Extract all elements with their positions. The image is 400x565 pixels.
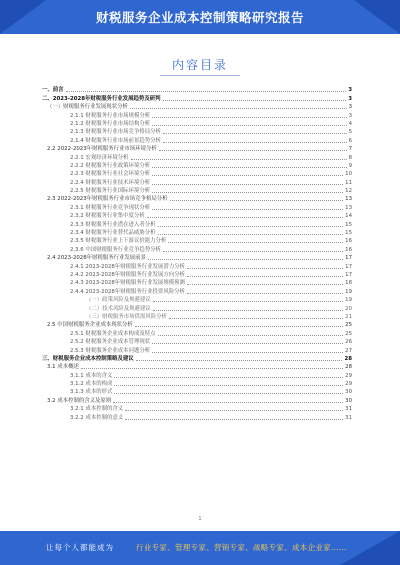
toc-entry[interactable] <box>42 396 352 404</box>
toc-leader-dots <box>130 107 347 109</box>
toc-leader-dots <box>147 216 343 218</box>
toc-leader-dots <box>163 132 347 134</box>
toc-entry[interactable] <box>42 355 352 363</box>
toc-entry[interactable] <box>42 405 352 413</box>
toc-entry-page: 8 <box>348 154 352 161</box>
toc-entry-title: 2.2.5 财税服务行业国际环境分析 <box>70 188 151 195</box>
toc-leader-dots <box>152 174 343 176</box>
toc-entry-page: 19 <box>345 297 352 304</box>
toc-entry[interactable] <box>42 237 352 245</box>
toc-entry[interactable] <box>42 203 352 211</box>
toc-leader-dots <box>163 250 343 252</box>
toc-leader-dots <box>158 233 344 235</box>
toc-leader-dots <box>168 241 343 243</box>
toc-entry-page: 7 <box>348 146 352 153</box>
toc-heading-rule <box>160 75 240 76</box>
toc-entry-title: 2.4.2 2023-2028年财税服务行业发展方向分析 <box>70 271 185 278</box>
toc-entry[interactable] <box>42 413 352 421</box>
toc-entry[interactable] <box>42 128 352 136</box>
toc-entry[interactable] <box>42 329 352 337</box>
toc-leader-dots <box>152 166 346 168</box>
toc-entry-page: 31 <box>345 414 352 421</box>
toc-entry-page: 5 <box>348 129 352 136</box>
toc-entry-title: 2.1.1 财税服务行业市场规模分析 <box>70 112 151 119</box>
toc-entry[interactable] <box>42 187 352 195</box>
toc-entry[interactable] <box>42 170 352 178</box>
toc-entry-page: 18 <box>345 280 352 287</box>
toc-entry[interactable] <box>42 313 352 321</box>
toc-entry-title: 2.2.1 宏观经济环境分析 <box>70 154 129 161</box>
toc-entry-title: （一）政策风险及规避建议 <box>86 297 151 304</box>
toc-entry-page: 9 <box>348 162 352 169</box>
toc-leader-dots <box>114 376 343 378</box>
toc-entry[interactable] <box>42 195 352 203</box>
toc-leader-dots <box>152 208 343 210</box>
toc-leader-dots <box>135 325 343 327</box>
toc-leader-dots <box>152 116 346 118</box>
toc-entry-title: 3.2.2 成本控制的意义 <box>70 414 124 421</box>
toc-leader-dots <box>153 300 343 302</box>
header-right-decoration <box>354 0 400 34</box>
toc-entry[interactable] <box>42 136 352 144</box>
toc-entry-page: 17 <box>345 271 352 278</box>
toc-entry-page: 3 <box>348 95 352 102</box>
toc-entry-page: 14 <box>345 213 352 220</box>
toc-leader-dots <box>159 149 347 151</box>
table-of-contents <box>42 86 352 422</box>
toc-entry-title: 2.5.2 财税服务企业成本管理现状 <box>70 339 151 346</box>
footer-slogan-right: 行业专家、管理专家、营销专家、战略专家、成本企业家…… <box>136 543 347 552</box>
toc-entry-page: 17 <box>345 263 352 270</box>
toc-leader-dots <box>158 334 344 336</box>
toc-entry-title: 2.5.1 财税服务企业成本构成及特点 <box>70 330 156 337</box>
toc-leader-dots <box>152 351 343 353</box>
toc-entry-page: 26 <box>345 339 352 346</box>
toc-entry-title: 2.3.3 财税服务行业潜在进入者分析 <box>70 221 156 228</box>
toc-entry-title: 3.1.2 成本的构成 <box>70 381 113 388</box>
header-left-decoration <box>0 0 46 34</box>
toc-entry-page: 13 <box>345 196 352 203</box>
toc-entry-page: 16 <box>345 246 352 253</box>
toc-entry-title: 3.1 成本概述 <box>47 364 79 371</box>
toc-leader-dots <box>136 359 343 361</box>
toc-entry-title: 2.1.2 财税服务行业市场结构分析 <box>70 120 151 127</box>
toc-entry-page: 28 <box>345 364 352 371</box>
toc-leader-dots <box>170 199 344 201</box>
toc-heading: 内容目录 <box>171 58 228 72</box>
toc-entry[interactable] <box>42 111 352 119</box>
toc-entry[interactable] <box>42 212 352 220</box>
toc-leader-dots <box>187 292 343 294</box>
toc-leader-dots <box>152 191 343 193</box>
toc-entry-page: 13 <box>345 204 352 211</box>
toc-entry-title: 2.3 2022-2023年财税服务行业市场竞争格局分析 <box>47 196 168 203</box>
toc-entry-page: 11 <box>345 179 352 186</box>
toc-entry-title: 3.2 成本控制的含义及原则 <box>47 397 112 404</box>
toc-entry[interactable] <box>42 296 352 304</box>
toc-entry-page: 12 <box>345 188 352 195</box>
toc-leader-dots <box>187 267 343 269</box>
toc-entry[interactable] <box>42 388 352 396</box>
toc-entry-page: 16 <box>345 238 352 245</box>
toc-entry-title: 2.2 2022-2023年财税服务行业市场环境分析 <box>47 146 157 153</box>
toc-entry-page: 21 <box>345 313 352 320</box>
toc-leader-dots <box>152 342 343 344</box>
toc-entry[interactable] <box>42 279 352 287</box>
toc-entry[interactable] <box>42 120 352 128</box>
toc-entry-title: 2.1.4 财税服务行业市场前景趋势分析 <box>70 137 161 144</box>
toc-entry-title: 3.1.3 成本的形式 <box>70 389 113 396</box>
toc-leader-dots <box>163 141 347 143</box>
toc-entry-page: 30 <box>345 389 352 396</box>
toc-leader-dots <box>131 158 347 160</box>
toc-entry-page: 3 <box>348 112 352 119</box>
toc-leader-dots <box>81 367 343 369</box>
toc-entry[interactable] <box>42 287 352 295</box>
toc-entry[interactable] <box>42 371 352 379</box>
toc-entry-page: 10 <box>345 171 352 178</box>
toc-entry-title: 2.5.3 财税服务企业成本问题分析 <box>70 347 151 354</box>
toc-entry-page: 3 <box>348 104 352 111</box>
toc-entry-page: 30 <box>345 397 352 404</box>
toc-entry-title: 2.2.3 财税服务行业社会环境分析 <box>70 171 151 178</box>
toc-entry-title: 2.5 中国财税服务企业成本现状分析 <box>47 322 133 329</box>
toc-entry-title: 2.4.4 2023-2028年财税服务行业投资风险分析 <box>70 288 185 295</box>
toc-entry[interactable] <box>42 321 352 329</box>
toc-entry[interactable] <box>42 178 352 186</box>
toc-entry[interactable] <box>42 86 352 94</box>
toc-leader-dots <box>158 225 344 227</box>
toc-leader-dots <box>125 418 343 420</box>
toc-leader-dots <box>152 183 343 185</box>
toc-entry[interactable] <box>42 153 352 161</box>
toc-entry[interactable] <box>42 271 352 279</box>
toc-entry-title: 2.4.1 2023-2028年财税服务行业发展潜力分析 <box>70 263 185 270</box>
toc-entry-page: 19 <box>345 288 352 295</box>
toc-entry-page: 20 <box>345 305 352 312</box>
toc-leader-dots <box>113 401 343 403</box>
toc-entry-page: 17 <box>345 255 352 262</box>
toc-entry-title: 三、财税服务企业成本控制策略及建议 <box>42 355 134 362</box>
toc-entry[interactable] <box>42 103 352 111</box>
toc-entry-page: 6 <box>348 137 352 144</box>
toc-leader-dots <box>153 309 343 311</box>
toc-leader-dots <box>148 258 343 260</box>
toc-entry-title: 3.1.1 成本的含义 <box>70 372 113 379</box>
toc-entry[interactable] <box>42 346 352 354</box>
toc-entry-title: 2.4 2023-2028年财税服务行业发展前景 <box>47 255 146 262</box>
toc-entry[interactable] <box>42 229 352 237</box>
toc-entry-title: 2.3.4 财税服务行业替代品威胁分析 <box>70 230 156 237</box>
toc-entry-title: 2.2.2 财税服务行业政策环境分析 <box>70 162 151 169</box>
toc-leader-dots <box>152 124 346 126</box>
toc-entry-page: 4 <box>348 120 352 127</box>
toc-entry-title: 一、前言 <box>42 87 64 94</box>
toc-leader-dots <box>169 317 343 319</box>
toc-entry-page: 25 <box>345 330 352 337</box>
toc-entry-title: 2.3.1 财税服务行业竞争现状分析 <box>70 204 151 211</box>
toc-entry[interactable] <box>42 162 352 170</box>
toc-entry-page: 15 <box>345 230 352 237</box>
toc-entry[interactable] <box>42 262 352 270</box>
toc-entry-title: 二、2023-2028年财税服务行业发展趋势及研判 <box>42 95 161 102</box>
toc-entry-title: 2.2.4 财税服务行业技术环境分析 <box>70 179 151 186</box>
toc-entry[interactable] <box>42 94 352 102</box>
toc-entry[interactable] <box>42 363 352 371</box>
toc-entry-page: 3 <box>348 87 352 94</box>
toc-entry[interactable] <box>42 304 352 312</box>
toc-entry-title: （三）财税服务市场供需风险分析 <box>86 313 167 320</box>
toc-leader-dots <box>125 409 343 411</box>
toc-entry[interactable] <box>42 220 352 228</box>
toc-entry-title: 3.2.1 成本控制的含义 <box>70 406 124 413</box>
report-footer <box>0 531 400 565</box>
toc-leader-dots <box>66 90 347 92</box>
toc-entry-title: 2.3.5 财税服务行业上下游议价能力分析 <box>70 238 167 245</box>
toc-entry-title: （二）技术风险及规避建议 <box>86 305 151 312</box>
toc-entry-page: 28 <box>344 355 352 362</box>
toc-entry[interactable] <box>42 338 352 346</box>
toc-entry-title: （一）财税服务行业发展现状分析 <box>47 104 128 111</box>
toc-entry-title: 2.1.3 财税服务行业市场竞争格局分析 <box>70 129 161 136</box>
footer-decoration <box>340 531 400 565</box>
report-title: 财税服务企业成本控制策略研究报告 <box>95 10 304 25</box>
toc-leader-dots <box>114 384 343 386</box>
toc-entry-page: 25 <box>345 322 352 329</box>
toc-leader-dots <box>187 275 343 277</box>
toc-entry-page: 29 <box>345 381 352 388</box>
toc-entry[interactable] <box>42 145 352 153</box>
report-header <box>0 0 400 34</box>
toc-entry-title: 2.4.3 2023-2028年财税服务行业发展规模预测 <box>70 280 185 287</box>
toc-entry-title: 2.3.6 中国财税服务行业竞争趋势分析 <box>70 246 161 253</box>
toc-entry-page: 27 <box>345 347 352 354</box>
toc-entry-page: 31 <box>345 406 352 413</box>
footer-slogan-left: 让每个人都能成为 <box>46 543 114 552</box>
toc-entry[interactable] <box>42 245 352 253</box>
toc-entry-title: 2.3.2 财税服务行业集中度分析 <box>70 213 145 220</box>
toc-entry-page: 29 <box>345 372 352 379</box>
toc-leader-dots <box>187 283 343 285</box>
toc-leader-dots <box>163 99 347 101</box>
toc-leader-dots <box>114 392 343 394</box>
toc-entry-page: 15 <box>345 221 352 228</box>
toc-entry[interactable] <box>42 380 352 388</box>
toc-entry[interactable] <box>42 254 352 262</box>
page-number: 1 <box>198 516 202 522</box>
